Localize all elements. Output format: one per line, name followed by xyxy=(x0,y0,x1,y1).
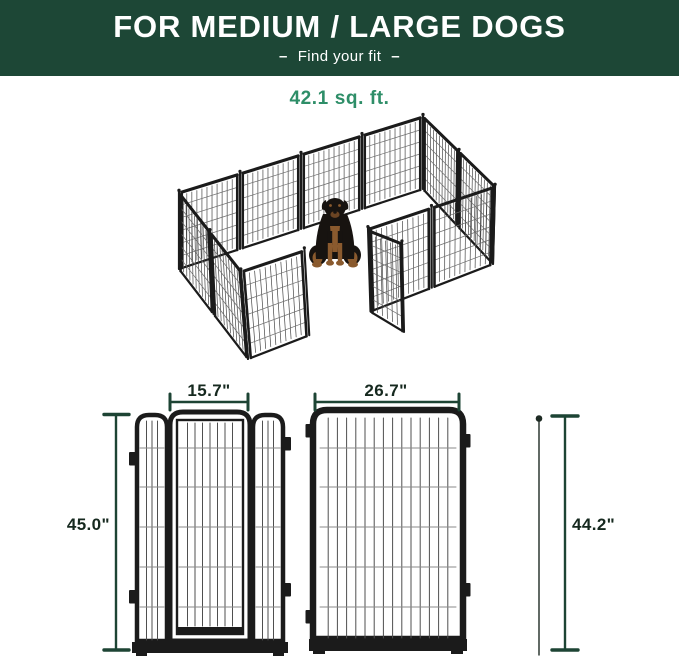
subtitle-dash-right: – xyxy=(391,48,401,65)
subtitle-dash-left: – xyxy=(278,48,288,65)
area-label: 42.1 sq. ft. xyxy=(289,88,390,109)
dog-illustration xyxy=(309,198,361,268)
regular-panel-width-label: 26.7" xyxy=(364,381,408,400)
regular-panel-height-label: 44.2" xyxy=(572,515,616,534)
door-panel-height-label: 45.0" xyxy=(66,515,110,534)
door-panel-diagram xyxy=(129,412,291,656)
subtitle-text: Find your fit xyxy=(297,48,382,65)
regular-panel-diagram xyxy=(306,410,471,654)
door-panel-width-label: 15.7" xyxy=(187,381,231,400)
banner-title: FOR MEDIUM / LARGE DOGS xyxy=(113,9,566,44)
ground-stake xyxy=(536,415,543,655)
